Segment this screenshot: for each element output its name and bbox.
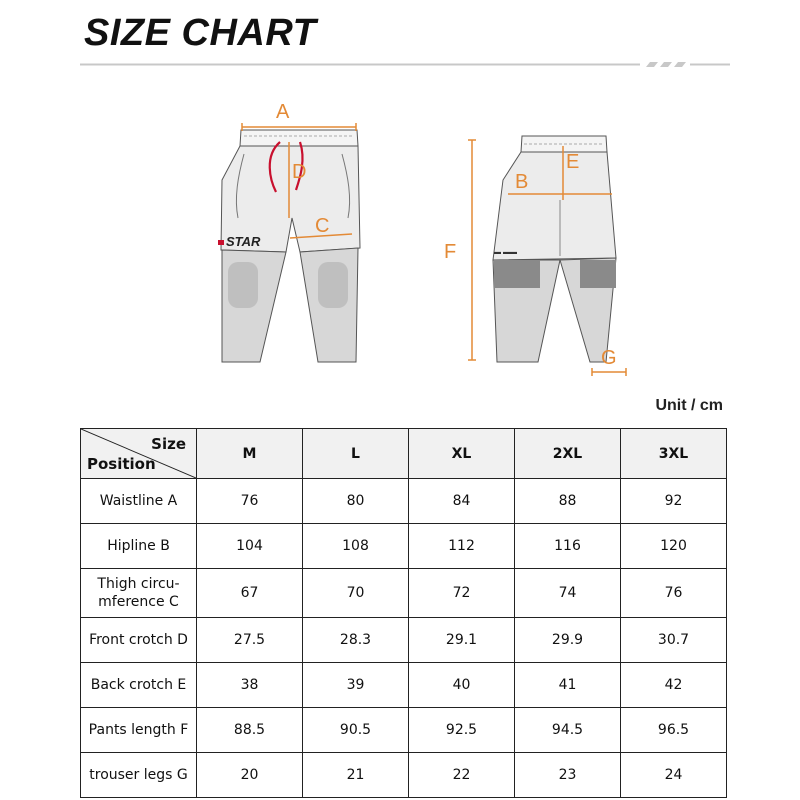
- measurement-cell: 76: [621, 569, 727, 618]
- measurement-cell: 72: [409, 569, 515, 618]
- table-row: [81, 708, 727, 753]
- unit-label: Unit / cm: [655, 397, 723, 414]
- table-row: [81, 663, 727, 708]
- title-underline: [80, 62, 730, 67]
- measurement-cell: 42: [621, 663, 727, 708]
- measurement-cell: 112: [409, 524, 515, 569]
- pants-diagram: [0, 80, 800, 380]
- table-row: [81, 479, 727, 524]
- position-cell: Thigh circu- mference C: [81, 569, 197, 618]
- measurement-cell: 90.5: [303, 708, 409, 753]
- position-cell: Front crotch D: [81, 618, 197, 663]
- position-cell: Back crotch E: [81, 663, 197, 708]
- position-cell: Hipline B: [81, 524, 197, 569]
- measurement-cell: 21: [303, 753, 409, 798]
- measurement-cell: 88: [515, 479, 621, 524]
- measurement-cell: 29.9: [515, 618, 621, 663]
- corner-size-label: Size: [151, 435, 186, 453]
- measure-g-line: [592, 368, 626, 376]
- position-cell: Pants length F: [81, 708, 197, 753]
- table-row: [81, 569, 727, 618]
- measurement-cell: 74: [515, 569, 621, 618]
- measurement-cell: 20: [197, 753, 303, 798]
- measurement-cell: 40: [409, 663, 515, 708]
- size-header: L: [303, 429, 409, 479]
- position-cell: Waistline A: [81, 479, 197, 524]
- brand-logo: STAR: [226, 234, 261, 249]
- measurement-cell: 27.5: [197, 618, 303, 663]
- measurement-cell: 120: [621, 524, 727, 569]
- size-header: XL: [409, 429, 515, 479]
- measurement-cell: 29.1: [409, 618, 515, 663]
- size-chart-table: [80, 428, 727, 798]
- measurement-cell: 84: [409, 479, 515, 524]
- measurement-cell: 104: [197, 524, 303, 569]
- label-a: A: [276, 101, 290, 123]
- measurement-cell: 96.5: [621, 708, 727, 753]
- page-title: SIZE CHART: [84, 12, 317, 54]
- measurement-cell: 70: [303, 569, 409, 618]
- size-header: M: [197, 429, 303, 479]
- size-header: 3XL: [621, 429, 727, 479]
- measure-f-line: [468, 140, 476, 360]
- measurement-cell: 24: [621, 753, 727, 798]
- label-c: C: [315, 215, 330, 237]
- label-f: F: [444, 241, 457, 263]
- measurement-cell: 108: [303, 524, 409, 569]
- label-g: G: [601, 347, 617, 369]
- svg-text:▬ ▬▬: ▬ ▬▬: [494, 249, 517, 256]
- table-header-row: [81, 429, 727, 479]
- position-cell: trouser legs G: [81, 753, 197, 798]
- measurement-cell: 88.5: [197, 708, 303, 753]
- back-pants-illustration: [493, 136, 616, 362]
- table-row: [81, 524, 727, 569]
- table-row: [81, 753, 727, 798]
- size-header: 2XL: [515, 429, 621, 479]
- label-e: E: [566, 151, 580, 173]
- measurement-cell: 80: [303, 479, 409, 524]
- label-b: B: [515, 171, 529, 193]
- table-row: [81, 618, 727, 663]
- corner-header-cell: [81, 429, 197, 479]
- measurement-cell: 38: [197, 663, 303, 708]
- measurement-cell: 92: [621, 479, 727, 524]
- measurement-cell: 94.5: [515, 708, 621, 753]
- measurement-cell: 67: [197, 569, 303, 618]
- corner-position-label: Position: [87, 455, 156, 473]
- measurement-cell: 22: [409, 753, 515, 798]
- measurement-cell: 30.7: [621, 618, 727, 663]
- measurement-cell: 41: [515, 663, 621, 708]
- measurement-cell: 76: [197, 479, 303, 524]
- measurement-cell: 39: [303, 663, 409, 708]
- measurement-cell: 28.3: [303, 618, 409, 663]
- label-d: D: [292, 161, 307, 183]
- measurement-cell: 92.5: [409, 708, 515, 753]
- measurement-cell: 116: [515, 524, 621, 569]
- measurement-cell: 23: [515, 753, 621, 798]
